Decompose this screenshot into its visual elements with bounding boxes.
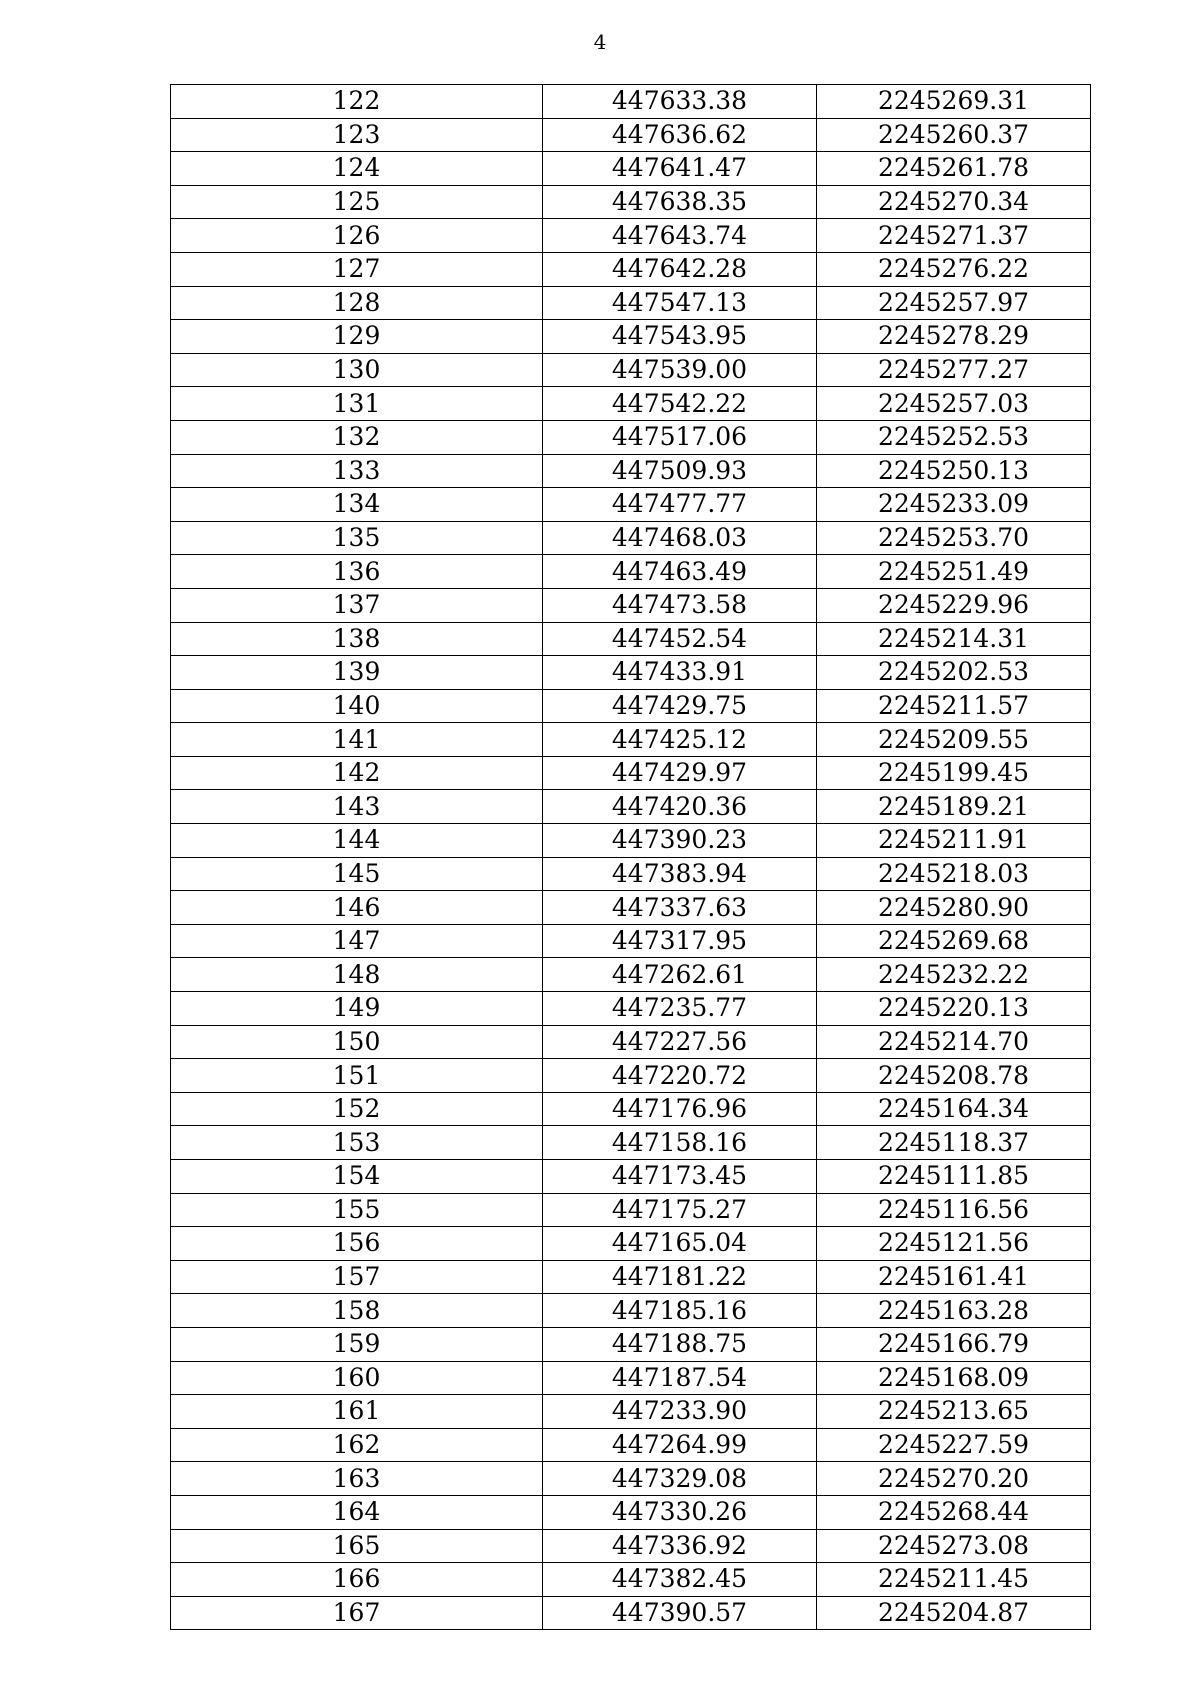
y-coordinate-cell: 2245166.79 [817, 1327, 1091, 1361]
y-coordinate-cell: 2245168.09 [817, 1361, 1091, 1395]
x-coordinate-cell: 447329.08 [543, 1462, 817, 1496]
point-number-cell: 145 [171, 857, 543, 891]
x-coordinate-cell: 447188.75 [543, 1327, 817, 1361]
table-row [171, 454, 1091, 488]
point-number-cell: 165 [171, 1529, 543, 1563]
x-coordinate-cell: 447463.49 [543, 555, 817, 589]
point-number-cell: 130 [171, 353, 543, 387]
table-row [171, 1294, 1091, 1328]
table-row [171, 1059, 1091, 1093]
y-coordinate-cell: 2245233.09 [817, 488, 1091, 522]
point-number-cell: 149 [171, 992, 543, 1026]
y-coordinate-cell: 2245257.03 [817, 387, 1091, 421]
y-coordinate-cell: 2245270.20 [817, 1462, 1091, 1496]
x-coordinate-cell: 447390.57 [543, 1596, 817, 1630]
x-coordinate-cell: 447337.63 [543, 891, 817, 925]
table-row [171, 521, 1091, 555]
point-number-cell: 128 [171, 286, 543, 320]
point-number-cell: 146 [171, 891, 543, 925]
point-number-cell: 137 [171, 588, 543, 622]
table-row [171, 1428, 1091, 1462]
y-coordinate-cell: 2245261.78 [817, 152, 1091, 186]
x-coordinate-cell: 447420.36 [543, 790, 817, 824]
table-row [171, 1227, 1091, 1261]
table-row [171, 756, 1091, 790]
x-coordinate-cell: 447638.35 [543, 185, 817, 219]
table-row [171, 824, 1091, 858]
table-row [171, 857, 1091, 891]
table-row [171, 1327, 1091, 1361]
y-coordinate-cell: 2245111.85 [817, 1160, 1091, 1194]
table-row [171, 219, 1091, 253]
coordinates-table [170, 84, 1091, 1630]
x-coordinate-cell: 447542.22 [543, 387, 817, 421]
x-coordinate-cell: 447641.47 [543, 152, 817, 186]
y-coordinate-cell: 2245116.56 [817, 1193, 1091, 1227]
x-coordinate-cell: 447633.38 [543, 85, 817, 119]
y-coordinate-cell: 2245253.70 [817, 521, 1091, 555]
point-number-cell: 143 [171, 790, 543, 824]
x-coordinate-cell: 447517.06 [543, 420, 817, 454]
point-number-cell: 163 [171, 1462, 543, 1496]
y-coordinate-cell: 2245252.53 [817, 420, 1091, 454]
x-coordinate-cell: 447181.22 [543, 1260, 817, 1294]
x-coordinate-cell: 447165.04 [543, 1227, 817, 1261]
y-coordinate-cell: 2245269.68 [817, 924, 1091, 958]
x-coordinate-cell: 447425.12 [543, 723, 817, 757]
x-coordinate-cell: 447330.26 [543, 1495, 817, 1529]
y-coordinate-cell: 2245278.29 [817, 320, 1091, 354]
point-number-cell: 159 [171, 1327, 543, 1361]
x-coordinate-cell: 447227.56 [543, 1025, 817, 1059]
table-row [171, 555, 1091, 589]
table-row [171, 1462, 1091, 1496]
y-coordinate-cell: 2245211.57 [817, 689, 1091, 723]
table-row [171, 1596, 1091, 1630]
x-coordinate-cell: 447185.16 [543, 1294, 817, 1328]
table-row [171, 1395, 1091, 1429]
y-coordinate-cell: 2245268.44 [817, 1495, 1091, 1529]
x-coordinate-cell: 447317.95 [543, 924, 817, 958]
point-number-cell: 124 [171, 152, 543, 186]
point-number-cell: 135 [171, 521, 543, 555]
y-coordinate-cell: 2245164.34 [817, 1092, 1091, 1126]
y-coordinate-cell: 2245211.45 [817, 1563, 1091, 1597]
table-row [171, 958, 1091, 992]
x-coordinate-cell: 447233.90 [543, 1395, 817, 1429]
table-row [171, 723, 1091, 757]
point-number-cell: 154 [171, 1160, 543, 1194]
y-coordinate-cell: 2245202.53 [817, 656, 1091, 690]
y-coordinate-cell: 2245214.31 [817, 622, 1091, 656]
point-number-cell: 139 [171, 656, 543, 690]
x-coordinate-cell: 447336.92 [543, 1529, 817, 1563]
point-number-cell: 164 [171, 1495, 543, 1529]
table-row [171, 320, 1091, 354]
point-number-cell: 152 [171, 1092, 543, 1126]
table-row [171, 488, 1091, 522]
table-row [171, 1126, 1091, 1160]
y-coordinate-cell: 2245121.56 [817, 1227, 1091, 1261]
x-coordinate-cell: 447452.54 [543, 622, 817, 656]
point-number-cell: 166 [171, 1563, 543, 1597]
y-coordinate-cell: 2245208.78 [817, 1059, 1091, 1093]
table-row [171, 185, 1091, 219]
point-number-cell: 127 [171, 252, 543, 286]
point-number-cell: 162 [171, 1428, 543, 1462]
table-row [171, 1563, 1091, 1597]
y-coordinate-cell: 2245280.90 [817, 891, 1091, 925]
table-row [171, 118, 1091, 152]
table-row [171, 252, 1091, 286]
y-coordinate-cell: 2245277.27 [817, 353, 1091, 387]
point-number-cell: 160 [171, 1361, 543, 1395]
y-coordinate-cell: 2245269.31 [817, 85, 1091, 119]
table-row [171, 1092, 1091, 1126]
table-row [171, 622, 1091, 656]
x-coordinate-cell: 447187.54 [543, 1361, 817, 1395]
table-row [171, 1361, 1091, 1395]
x-coordinate-cell: 447543.95 [543, 320, 817, 354]
x-coordinate-cell: 447468.03 [543, 521, 817, 555]
x-coordinate-cell: 447264.99 [543, 1428, 817, 1462]
point-number-cell: 126 [171, 219, 543, 253]
table-row [171, 1495, 1091, 1529]
table-row [171, 588, 1091, 622]
y-coordinate-cell: 2245189.21 [817, 790, 1091, 824]
point-number-cell: 133 [171, 454, 543, 488]
y-coordinate-cell: 2245204.87 [817, 1596, 1091, 1630]
point-number-cell: 153 [171, 1126, 543, 1160]
x-coordinate-cell: 447509.93 [543, 454, 817, 488]
y-coordinate-cell: 2245209.55 [817, 723, 1091, 757]
table-row [171, 387, 1091, 421]
y-coordinate-cell: 2245118.37 [817, 1126, 1091, 1160]
y-coordinate-cell: 2245199.45 [817, 756, 1091, 790]
point-number-cell: 129 [171, 320, 543, 354]
y-coordinate-cell: 2245213.65 [817, 1395, 1091, 1429]
point-number-cell: 158 [171, 1294, 543, 1328]
x-coordinate-cell: 447636.62 [543, 118, 817, 152]
x-coordinate-cell: 447477.77 [543, 488, 817, 522]
y-coordinate-cell: 2245251.49 [817, 555, 1091, 589]
table-row [171, 1260, 1091, 1294]
point-number-cell: 123 [171, 118, 543, 152]
y-coordinate-cell: 2245211.91 [817, 824, 1091, 858]
x-coordinate-cell: 447220.72 [543, 1059, 817, 1093]
point-number-cell: 167 [171, 1596, 543, 1630]
y-coordinate-cell: 2245218.03 [817, 857, 1091, 891]
point-number-cell: 151 [171, 1059, 543, 1093]
table-row [171, 1025, 1091, 1059]
x-coordinate-cell: 447176.96 [543, 1092, 817, 1126]
table-row [171, 1193, 1091, 1227]
table-row [171, 992, 1091, 1026]
table-row [171, 1529, 1091, 1563]
page-number: 4 [593, 30, 607, 54]
coordinates-table-body [171, 85, 1091, 1630]
x-coordinate-cell: 447383.94 [543, 857, 817, 891]
x-coordinate-cell: 447473.58 [543, 588, 817, 622]
x-coordinate-cell: 447173.45 [543, 1160, 817, 1194]
table-row [171, 656, 1091, 690]
y-coordinate-cell: 2245232.22 [817, 958, 1091, 992]
x-coordinate-cell: 447642.28 [543, 252, 817, 286]
x-coordinate-cell: 447643.74 [543, 219, 817, 253]
point-number-cell: 138 [171, 622, 543, 656]
y-coordinate-cell: 2245271.37 [817, 219, 1091, 253]
x-coordinate-cell: 447158.16 [543, 1126, 817, 1160]
table-row [171, 689, 1091, 723]
point-number-cell: 122 [171, 85, 543, 119]
y-coordinate-cell: 2245161.41 [817, 1260, 1091, 1294]
table-row [171, 152, 1091, 186]
y-coordinate-cell: 2245229.96 [817, 588, 1091, 622]
point-number-cell: 155 [171, 1193, 543, 1227]
point-number-cell: 136 [171, 555, 543, 589]
y-coordinate-cell: 2245250.13 [817, 454, 1091, 488]
x-coordinate-cell: 447262.61 [543, 958, 817, 992]
table-row [171, 85, 1091, 119]
table-row [171, 924, 1091, 958]
x-coordinate-cell: 447235.77 [543, 992, 817, 1026]
table-row [171, 891, 1091, 925]
point-number-cell: 148 [171, 958, 543, 992]
x-coordinate-cell: 447429.97 [543, 756, 817, 790]
y-coordinate-cell: 2245220.13 [817, 992, 1091, 1026]
table-row [171, 353, 1091, 387]
x-coordinate-cell: 447433.91 [543, 656, 817, 690]
x-coordinate-cell: 447382.45 [543, 1563, 817, 1597]
y-coordinate-cell: 2245214.70 [817, 1025, 1091, 1059]
point-number-cell: 131 [171, 387, 543, 421]
point-number-cell: 156 [171, 1227, 543, 1261]
table-row [171, 420, 1091, 454]
y-coordinate-cell: 2245227.59 [817, 1428, 1091, 1462]
y-coordinate-cell: 2245270.34 [817, 185, 1091, 219]
y-coordinate-cell: 2245257.97 [817, 286, 1091, 320]
point-number-cell: 134 [171, 488, 543, 522]
point-number-cell: 157 [171, 1260, 543, 1294]
x-coordinate-cell: 447429.75 [543, 689, 817, 723]
point-number-cell: 147 [171, 924, 543, 958]
x-coordinate-cell: 447175.27 [543, 1193, 817, 1227]
y-coordinate-cell: 2245163.28 [817, 1294, 1091, 1328]
table-row [171, 1160, 1091, 1194]
x-coordinate-cell: 447539.00 [543, 353, 817, 387]
point-number-cell: 161 [171, 1395, 543, 1429]
x-coordinate-cell: 447390.23 [543, 824, 817, 858]
point-number-cell: 140 [171, 689, 543, 723]
table-row [171, 286, 1091, 320]
point-number-cell: 150 [171, 1025, 543, 1059]
point-number-cell: 141 [171, 723, 543, 757]
point-number-cell: 132 [171, 420, 543, 454]
y-coordinate-cell: 2245273.08 [817, 1529, 1091, 1563]
y-coordinate-cell: 2245260.37 [817, 118, 1091, 152]
x-coordinate-cell: 447547.13 [543, 286, 817, 320]
point-number-cell: 142 [171, 756, 543, 790]
point-number-cell: 125 [171, 185, 543, 219]
y-coordinate-cell: 2245276.22 [817, 252, 1091, 286]
table-row [171, 790, 1091, 824]
point-number-cell: 144 [171, 824, 543, 858]
